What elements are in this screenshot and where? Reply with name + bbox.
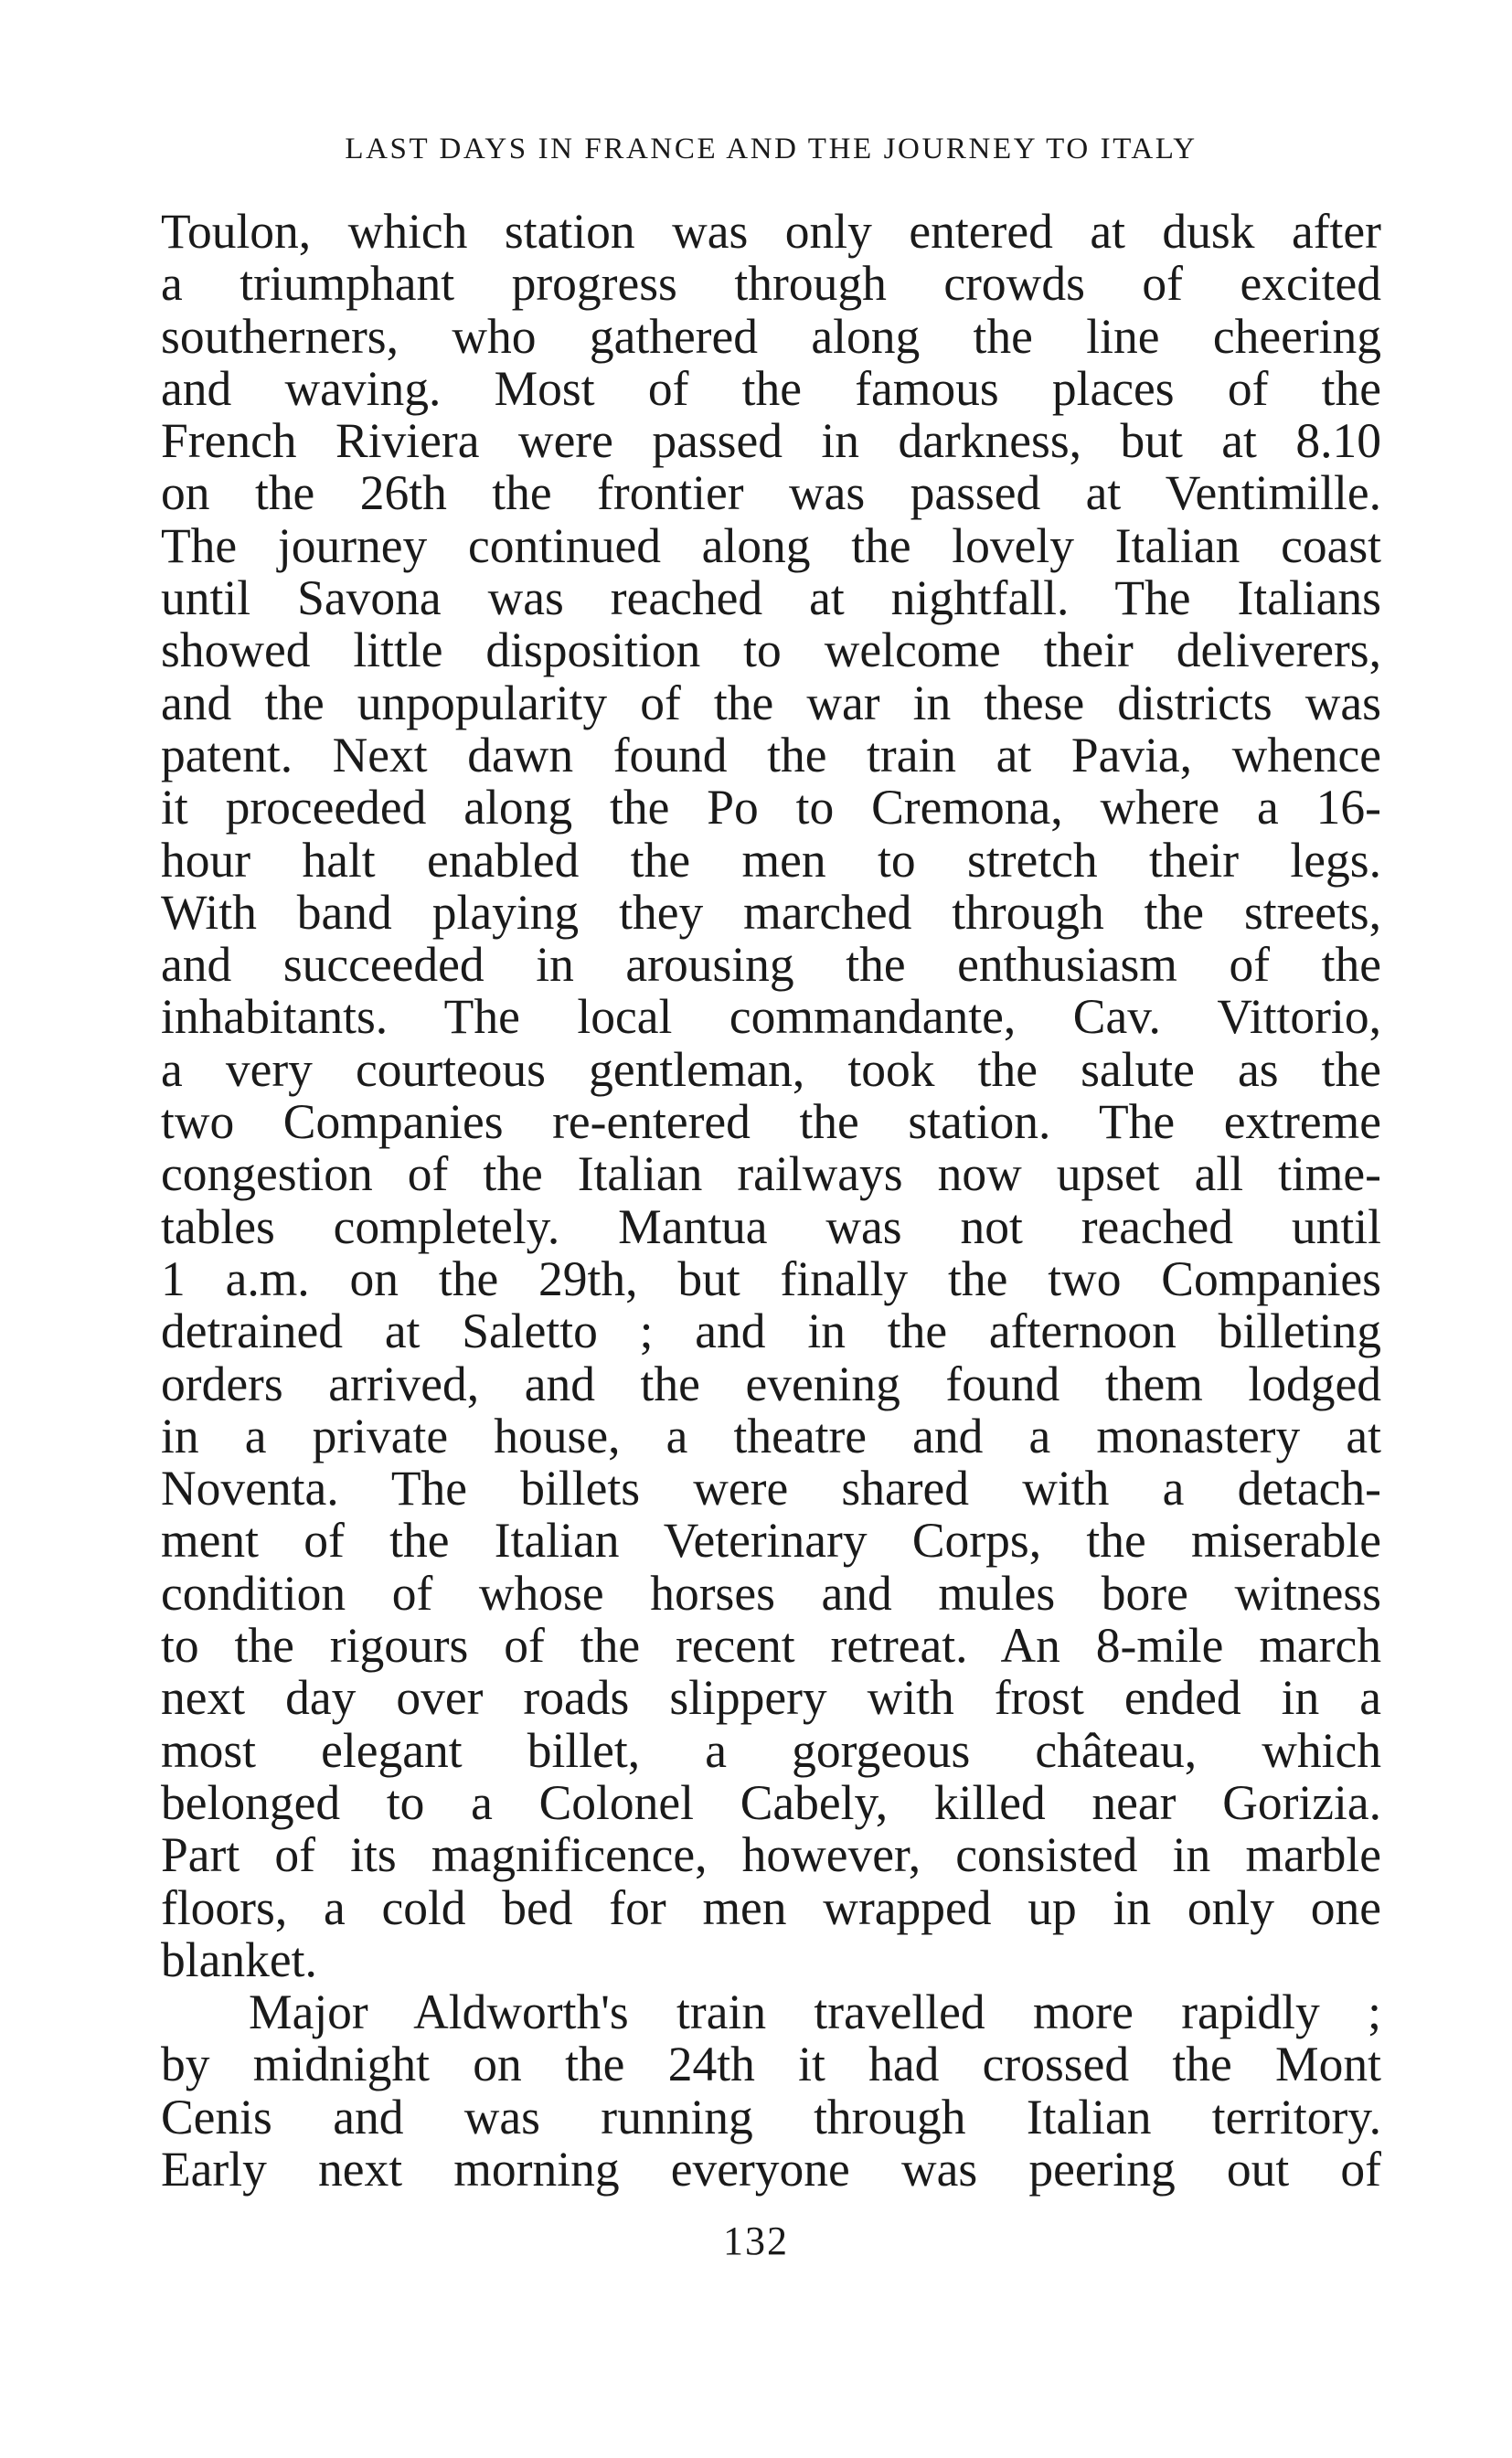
text-line: southerners, who gathered along the line cheering xyxy=(161,308,1381,364)
text-line: orders arrived, and the evening found them lodged xyxy=(161,1356,1381,1411)
text-line: inhabitants. The local commandante, Cav. Vittorio, xyxy=(161,989,1381,1045)
text-line: a very courteous gentleman, took the salute as the xyxy=(161,1041,1381,1097)
text-line: and succeeded in arousing the enthusiasm of the xyxy=(161,937,1381,993)
text-line: most elegant billet, a gorgeous château, which xyxy=(161,1722,1381,1778)
paragraph-2 xyxy=(161,1986,1381,2196)
text-line: The journey continued along the lovely Italian coast xyxy=(161,517,1381,573)
text-line: Cenis and was running through Italian territory. xyxy=(161,2089,1381,2144)
text-line: it proceeded along the Po to Cremona, where a 16- xyxy=(161,780,1381,835)
text-line: showed little disposition to welcome their deliverers, xyxy=(161,622,1381,678)
text-line: in a private house, a theatre and a monastery at xyxy=(161,1408,1381,1463)
text-line: patent. Next dawn found the train at Pavia, whence xyxy=(161,727,1381,782)
text-line: blanket. xyxy=(161,1931,317,1987)
page-number: 132 xyxy=(723,2219,789,2263)
text-line: Noventa. The billets were shared with a detach- xyxy=(161,1461,1381,1516)
text-line: detrained at Saletto ; and in the afternoon billeting xyxy=(161,1303,1381,1359)
text-line: tables completely. Mantua was not reached until xyxy=(161,1198,1381,1254)
text-line: Major Aldworth's train travelled more rapidly ; xyxy=(249,1984,1381,2040)
text-line: Early next morning everyone was peering out of xyxy=(161,2141,1381,2197)
text-line: and waving. Most of the famous places of the xyxy=(161,360,1381,416)
running-head: LAST DAYS IN FRANCE AND THE JOURNEY TO ITALY xyxy=(345,133,1198,165)
text-line: condition of whose horses and mules bore witness xyxy=(161,1565,1381,1621)
text-line: belonged to a Colonel Cabely, killed near Gorizia. xyxy=(161,1774,1381,1830)
text-line: ment of the Italian Veterinary Corps, the miserable xyxy=(161,1513,1381,1569)
text-line: a triumphant progress through crowds of excited xyxy=(161,256,1381,312)
text-line: and the unpopularity of the war in these districts was xyxy=(161,675,1381,730)
text-line: by midnight on the 24th it had crossed the Mont xyxy=(161,2037,1381,2092)
text-line: next day over roads slippery with frost ended in a xyxy=(161,1670,1381,1726)
text-line: Part of its magnificence, however, consisted in marble xyxy=(161,1827,1381,1883)
text-line: congestion of the Italian railways now upset all time- xyxy=(161,1146,1381,1202)
page-body xyxy=(161,206,1381,2196)
text-line: With band playing they marched through the streets, xyxy=(161,884,1381,940)
text-line: Toulon, which station was only entered at dusk after xyxy=(161,204,1381,259)
text-line: to the rigours of the recent retreat. An 8-mile march xyxy=(161,1618,1381,1674)
text-line: on the 26th the frontier was passed at Ventimille. xyxy=(161,465,1381,521)
text-line: hour halt enabled the men to stretch their legs. xyxy=(161,832,1381,888)
text-line: two Companies re-entered the station. The extreme xyxy=(161,1094,1381,1150)
text-line: French Riviera were passed in darkness, but at 8.10 xyxy=(161,413,1381,469)
text-line: until Savona was reached at nightfall. The Italians xyxy=(161,570,1381,626)
paragraph-1 xyxy=(161,206,1381,1986)
text-line: floors, a cold bed for men wrapped up in only one xyxy=(161,1879,1381,1935)
text-line: 1 a.m. on the 29th, but finally the two Companies xyxy=(161,1250,1381,1306)
